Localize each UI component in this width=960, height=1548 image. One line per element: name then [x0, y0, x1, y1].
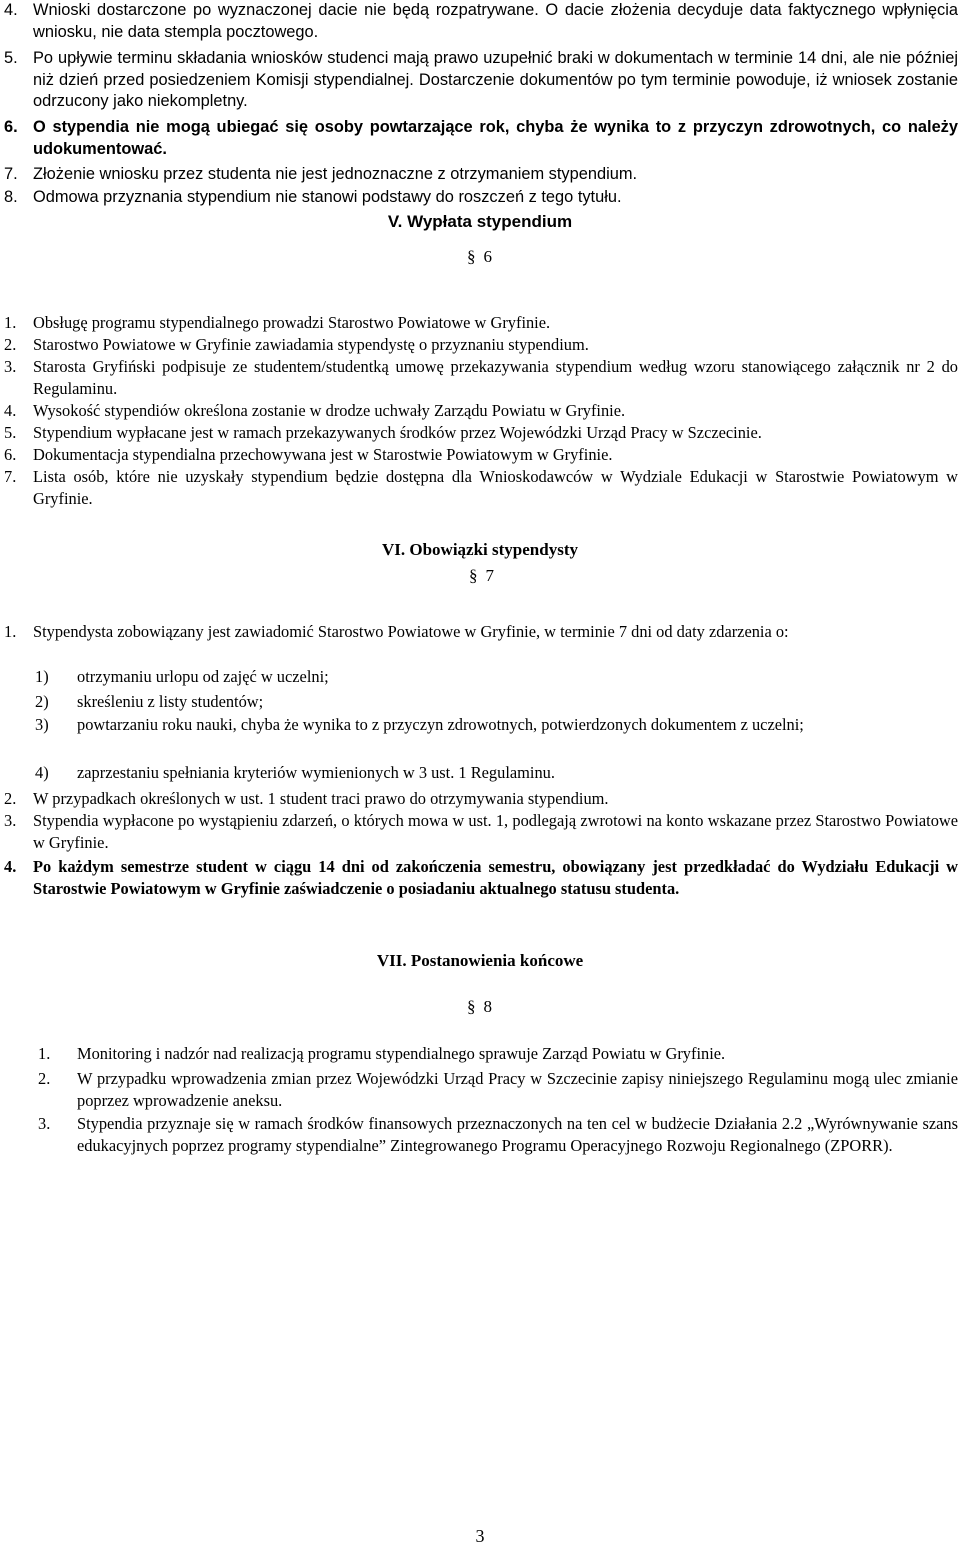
item-text: Dokumentacja stypendialna przechowywana jest w Starostwie Powiatowym w Gryfinie. [33, 445, 613, 464]
item-number: 3. [4, 811, 17, 830]
item-text: Wysokość stypendiów określona zostanie w drodze uchwały Zarządu Powiatu w Gryfinie. [33, 401, 626, 420]
list-item [0, 117, 958, 160]
item-text: Stypendium wypłacane jest w ramach przekazywanych środków przez Wojewódzki Urząd Pracy w Szczecinie. [33, 423, 762, 442]
item-number: 3. [38, 1114, 51, 1133]
list-item [0, 187, 958, 209]
item-number: 4. [4, 401, 17, 420]
list-item [0, 164, 958, 186]
section-sign: § [467, 997, 476, 1016]
paragraph-number [467, 246, 492, 268]
sub-list-item [0, 691, 958, 713]
item-text: Po upływie terminu składania wniosków studenci mają prawo uzupełnić braki w dokumentach w terminie 14 dni, ale nie później niż dzień przed posiedzeniem Komisji stypendialnej. Dostarczenie dokumentów po tym terminie powoduje, iż wniosek zostanie odrzucony jako niekompletny. [33, 49, 958, 110]
sub-list-item [0, 666, 958, 688]
list-item [0, 356, 958, 399]
item-text: Stypendia wypłacone po wystąpieniu zdarzeń, o których mowa w ust. 1, podlegają zwrotowi na konto wskazane przez Starostwo Powiatowe w Gryfinie. [33, 811, 958, 852]
section-heading: VII. Postanowienia końcowe [376, 951, 584, 970]
list-item [0, 810, 958, 853]
list-item [0, 621, 958, 643]
list-item [0, 1068, 958, 1111]
section-sign: § [469, 566, 478, 585]
list-item [0, 334, 958, 356]
item-number: 3) [35, 715, 49, 734]
item-text: Złożenie wniosku przez studenta nie jest jednoznaczne z otrzymaniem stypendium. [33, 165, 638, 183]
section-heading: V. Wypłata stypendium [387, 212, 573, 231]
item-text: Po każdym semestrze student w ciągu 14 dni od zakończenia semestru, obowiązany jest przedkładać do Wydziału Edukacji w Starostwie Powiatowym w Gryfinie zaświadczenie o posiadaniu aktualnego statusu studenta. [33, 857, 958, 898]
item-text: W przypadkach określonych w ust. 1 student traci prawo do otrzymywania stypendium. [33, 789, 609, 808]
item-text: powtarzaniu roku nauki, chyba że wynika to z przyczyn zdrowotnych, potwierdzonych dokumentem z uczelni; [77, 715, 804, 734]
list-item [0, 466, 958, 509]
list-item [0, 400, 958, 422]
item-text: Starosta Gryfiński podpisuje ze studentem/studentką umowę przekazywania stypendium według wzoru stanowiącego załącznik nr 2 do Regulaminu. [33, 357, 958, 398]
sub-list-item [0, 714, 958, 736]
item-text: Stypendia przyznaje się w ramach środków finansowych przeznaczonych na ten cel w budżecie Działania 2.2 „Wyrównywanie szans edukacyjnych poprzez programy stypendialne” Zintegrowanego Programu Operacyjnego Rozwoju Regionalnego (ZPORR). [77, 1114, 958, 1155]
item-text: Starostwo Powiatowe w Gryfinie zawiadamia stypendystę o przyznaniu stypendium. [33, 335, 589, 354]
item-number: 4. [4, 857, 17, 876]
item-number: 7. [4, 467, 17, 486]
page-number: 3 [475, 1526, 485, 1546]
list-item [0, 48, 958, 113]
item-number: 1. [4, 313, 17, 332]
list-item [0, 422, 958, 444]
item-number: 1. [38, 1044, 51, 1063]
item-number: 8. [4, 188, 18, 206]
item-text: Stypendysta zobowiązany jest zawiadomić Starostwo Powiatowe w Gryfinie, w terminie 7 dni od daty zdarzenia o: [33, 622, 789, 641]
item-number: 1) [35, 667, 49, 686]
paragraph-number-value: 7 [485, 566, 494, 585]
item-number: 2. [4, 335, 17, 354]
section-sign: § [467, 247, 476, 266]
item-text: Monitoring i nadzór nad realizacją programu stypendialnego sprawuje Zarząd Powiatu w Gryfinie. [77, 1044, 726, 1063]
sub-list-item [0, 762, 958, 784]
item-number: 1. [4, 622, 17, 641]
item-number: 2. [4, 789, 17, 808]
item-text: otrzymaniu urlopu od zajęć w uczelni; [77, 667, 329, 686]
item-text: skreśleniu z listy studentów; [77, 692, 264, 711]
list-item [0, 1113, 958, 1156]
item-number: 6. [4, 118, 18, 136]
item-text: Odmowa przyznania stypendium nie stanowi podstawy do roszczeń z tego tytułu. [33, 188, 622, 206]
item-text: Wnioski dostarczone po wyznaczonej dacie nie będą rozpatrywane. O dacie złożenia decyduje data faktycznego wpłynięcia wniosku, nie data stempla pocztowego. [33, 1, 958, 41]
item-text: zaprzestaniu spełniania kryteriów wymienionych w 3 ust. 1 Regulaminu. [77, 763, 555, 782]
item-number: 7. [4, 165, 18, 183]
item-text: O stypendia nie mogą ubiegać się osoby powtarzające rok, chyba że wynika to z przyczyn zdrowotnych, co należy udokumentować. [33, 118, 958, 158]
item-number: 4) [35, 763, 49, 782]
item-number: 5. [4, 49, 18, 67]
paragraph-number [467, 996, 492, 1018]
list-item [0, 1043, 958, 1065]
item-number: 2. [38, 1069, 51, 1088]
list-item [0, 856, 958, 899]
item-text: Obsługę programu stypendialnego prowadzi Starostwo Powiatowe w Gryfinie. [33, 313, 551, 332]
item-number: 2) [35, 692, 49, 711]
item-text: Lista osób, które nie uzyskały stypendium będzie dostępna dla Wnioskodawców w Wydziale Edukacji w Starostwie Powiatowym w Gryfinie. [33, 467, 958, 508]
list-item [0, 444, 958, 466]
item-text: W przypadku wprowadzenia zmian przez Wojewódzki Urząd Pracy w Szczecinie zapisy niniejszego Regulaminu mogą ulec zmianie poprzez wprowadzenie aneksu. [77, 1069, 958, 1110]
section-heading: VI. Obowiązki stypendysty [381, 540, 578, 559]
list-item [0, 788, 958, 810]
item-number: 4. [4, 1, 18, 19]
list-item [0, 312, 958, 334]
paragraph-number-value: 6 [483, 247, 492, 266]
paragraph-number [469, 565, 494, 587]
item-number: 5. [4, 423, 17, 442]
list-item [0, 0, 958, 43]
paragraph-number-value: 8 [483, 997, 492, 1016]
item-number: 3. [4, 357, 17, 376]
item-number: 6. [4, 445, 17, 464]
